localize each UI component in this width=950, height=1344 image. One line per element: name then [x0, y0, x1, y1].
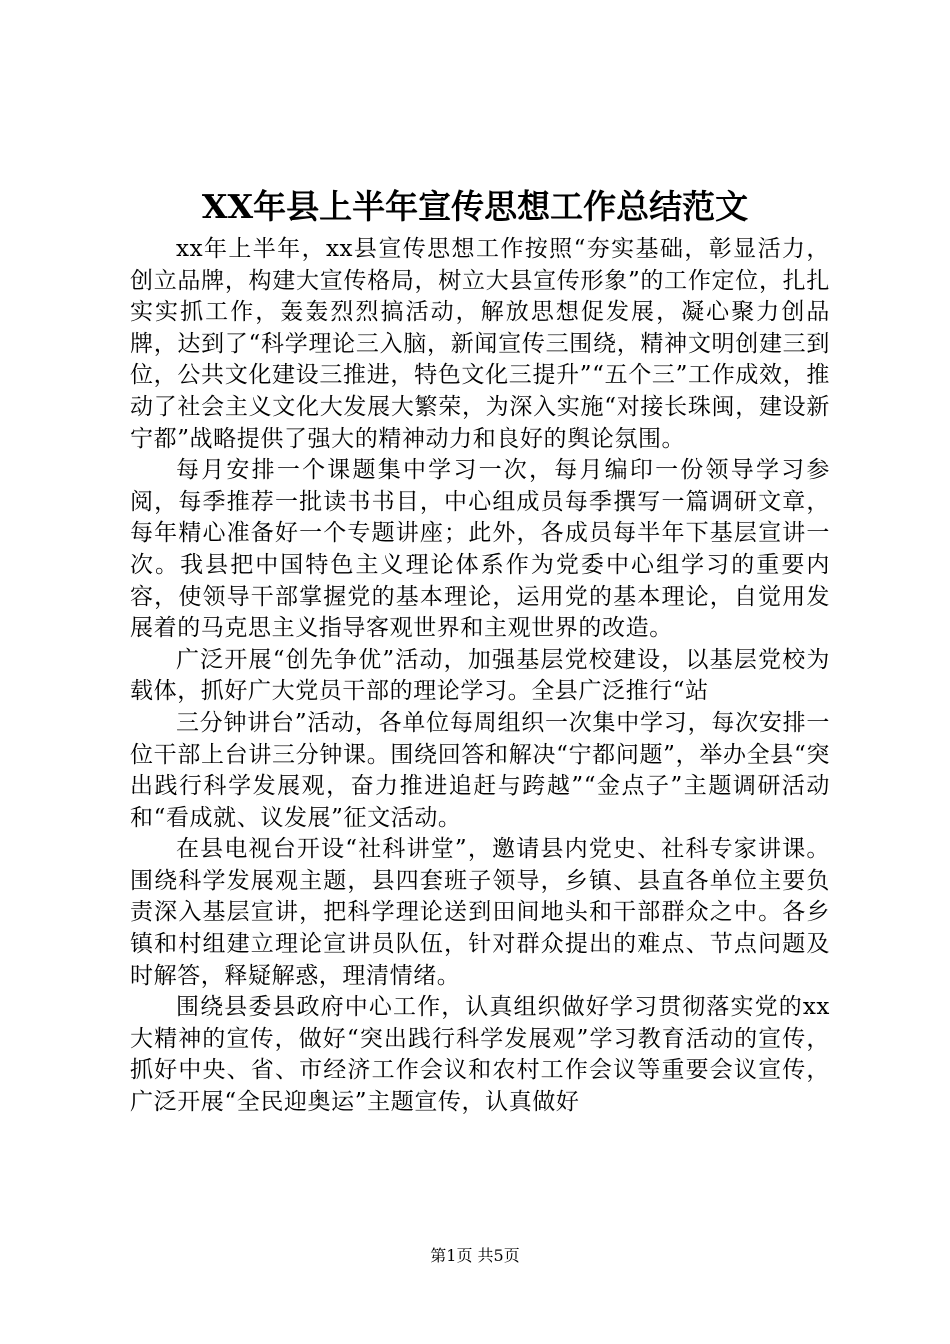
paragraph-5: 在县电视台开设“社科讲堂”，邀请县内党史、社科专家讲课。围绕科学发展观主题，县四套班子领导，乡镇、县直各单位主要负责深入基层宣讲，把科学理论送到田间地头和干部群众之中。各乡镇和村组建立理论宣讲员队伍，针对群众提出的难点、节点问题及时解答，释疑解惑，理清情绪。 [130, 836, 830, 989]
paragraph-6: 围绕县委县政府中心工作，认真组织做好学习贯彻落实党的xx大精神的宣传，做好“突出践行科学发展观”学习教育活动的宣传，抓好中央、省、市经济工作会议和农村工作会议等重要会议宣传，广泛开展“全民迎奥运”主题宣传，认真做好 [130, 994, 830, 1116]
paragraph-3: 广泛开展“创先争优”活动，加强基层党校建设，以基层党校为载体，抓好广大党员干部的理论学习。全县广泛推行“站 [130, 646, 830, 705]
paragraph-1: xx年上半年，xx县宣传思想工作按照“夯实基础，彰显活力，创立品牌，构建大宣传格局，树立大县宣传形象”的工作定位，扎扎实实抓工作，轰轰烈烈搞活动，解放思想促发展，凝心聚力创品牌，达到了“科学理论三入脑，新闻宣传三围绕，精神文明创建三到位，公共文化建设三推进，特色文化三提升”“五个三”工作成效，推动了社会主义文化大发展大繁荣，为深入实施“对接长珠闽，建设新宁都”战略提供了强大的精神动力和良好的舆论氛围。 [130, 236, 830, 452]
paragraph-2: 每月安排一个课题集中学习一次，每月编印一份领导学习参阅，每季推荐一批读书书目，中心组成员每季撰写一篇调研文章，每年精心准备好一个专题讲座；此外，各成员每半年下基层宣讲一次。我县把中国特色主义理论体系作为党委中心组学习的重要内容，使领导干部掌握党的基本理论，运用党的基本理论，自觉用发展着的马克思主义指导客观世界和主观世界的改造。 [130, 457, 830, 642]
paragraph-4: 三分钟讲台”活动，各单位每周组织一次集中学习，每次安排一位干部上台讲三分钟课。围绕回答和解决“宁都问题”，举办全县“突出践行科学发展观，奋力推进追赶与跨越”“金点子”主题调研活动和“看成就、议发展”征文活动。 [130, 709, 830, 831]
document-body [130, 234, 830, 1119]
document-title: XX年县上半年宣传思想工作总结范文 [201, 187, 749, 226]
page-footer: 第1页 共5页 [430, 1246, 520, 1265]
